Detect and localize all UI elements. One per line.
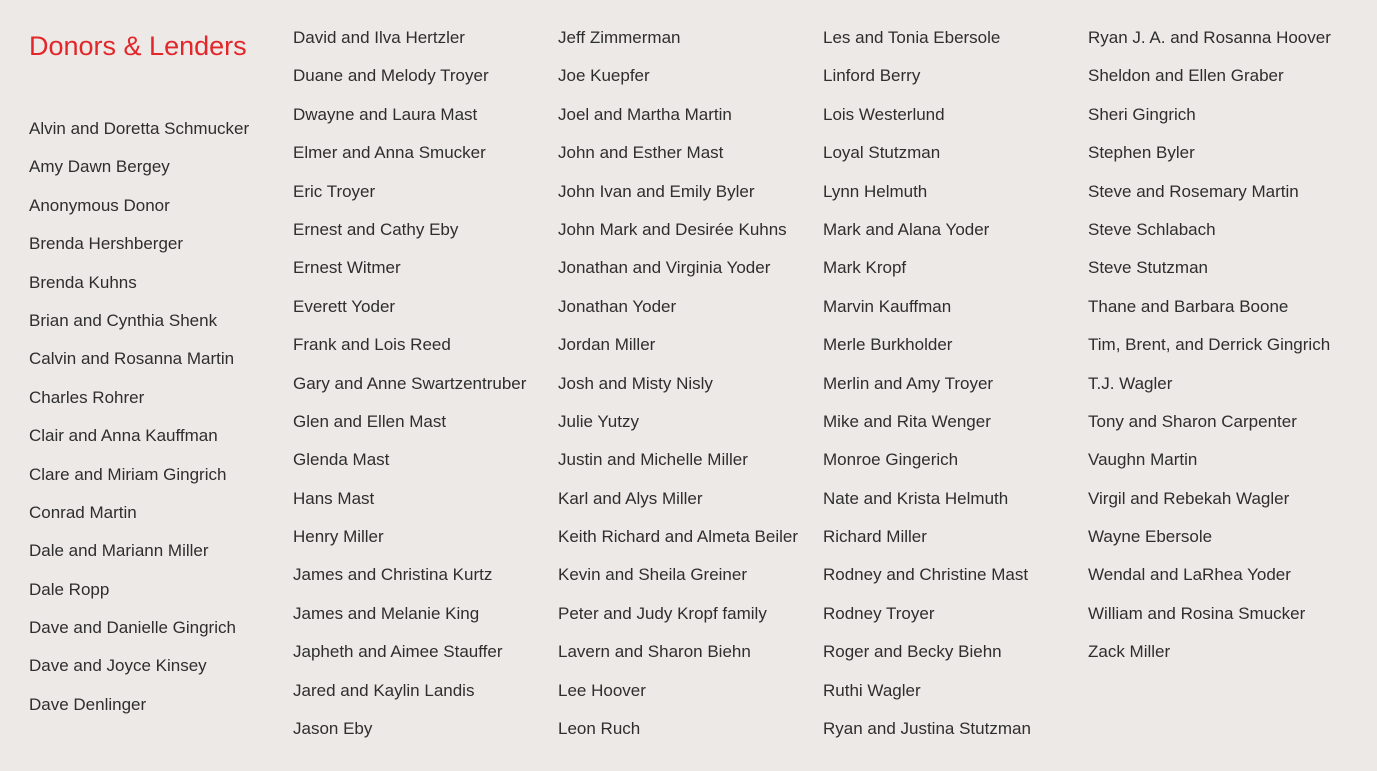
donor-name: Glenda Mast [293, 450, 390, 470]
donor-name: Tony and Sharon Carpenter [1088, 411, 1297, 431]
donor-name: Ryan and Justina Stutzman [823, 719, 1031, 739]
donor-name: Karl and Alys Miller [558, 488, 703, 508]
donor-name: Charles Rohrer [29, 387, 145, 407]
donor-name: David and Ilva Hertzler [293, 28, 465, 47]
donor-name: Clare and Miriam Gingrich [29, 464, 227, 484]
donor-name: Marvin Kauffman [823, 296, 952, 316]
donor-name: Peter and Judy Kropf family [558, 603, 767, 623]
donor-column-5 [1088, 27, 1331, 680]
donor-name: Rodney and Christine Mast [823, 565, 1029, 585]
donor-name: Lynn Helmuth [823, 181, 928, 201]
donor-name: Mike and Rita Wenger [823, 411, 991, 431]
donor-name: Virgil and Rebekah Wagler [1088, 488, 1290, 508]
donor-name: Dale Ropp [29, 579, 110, 599]
donor-name: Richard Miller [823, 527, 927, 547]
donor-name: Sheldon and Ellen Graber [1088, 66, 1284, 86]
donor-name: Sheri Gingrich [1088, 104, 1196, 124]
donor-name: Les and Tonia Ebersole [823, 28, 1001, 47]
donor-column-1 [29, 118, 249, 732]
donor-name: Dave and Danielle Gingrich [29, 618, 236, 638]
donor-name: Dale and Mariann Miller [29, 541, 209, 561]
donor-name: Thane and Barbara Boone [1088, 296, 1289, 316]
donor-name: Ernest Witmer [293, 258, 401, 278]
donor-name: Stephen Byler [1088, 143, 1195, 163]
donor-name: Gary and Anne Swartzentruber [293, 373, 527, 393]
donor-name: Keith Richard and Almeta Beiler [558, 527, 799, 547]
donor-name: Lois Westerlund [823, 104, 945, 124]
donor-name: Brenda Hershberger [29, 234, 184, 254]
donor-name: Alvin and Doretta Schmucker [29, 119, 250, 138]
donor-name: Lavern and Sharon Biehn [558, 642, 751, 662]
donor-name: Duane and Melody Troyer [293, 66, 489, 86]
donor-name: Loyal Stutzman [823, 143, 941, 163]
donor-name: Ryan J. A. and Rosanna Hoover [1088, 28, 1331, 47]
donor-name: Steve Stutzman [1088, 258, 1209, 278]
donor-name: Justin and Michelle Miller [558, 450, 748, 470]
donor-name: Clair and Anna Kauffman [29, 426, 218, 446]
donor-name: James and Melanie King [293, 603, 480, 623]
donor-name: Kevin and Sheila Greiner [558, 565, 748, 585]
donor-name: Jonathan and Virginia Yoder [558, 258, 771, 278]
page-title: Donors & Lenders [29, 31, 247, 61]
donor-column-4 [823, 27, 1031, 756]
donor-name: Vaughn Martin [1088, 450, 1198, 470]
donor-name: William and Rosina Smucker [1088, 603, 1306, 623]
donor-name: Conrad Martin [29, 502, 137, 522]
donor-name: Steve and Rosemary Martin [1088, 181, 1299, 201]
donor-name: Amy Dawn Bergey [29, 157, 170, 177]
donor-name: Japheth and Aimee Stauffer [293, 642, 503, 662]
donor-name: Brenda Kuhns [29, 272, 137, 292]
donor-name: Joe Kuepfer [558, 66, 650, 86]
donor-name: Mark and Alana Yoder [823, 219, 990, 239]
donor-name: James and Christina Kurtz [293, 565, 493, 585]
donor-name: Dave and Joyce Kinsey [29, 656, 207, 676]
donor-name: John and Esther Mast [558, 143, 724, 163]
donor-name: Jordan Miller [558, 335, 656, 355]
donor-name: Zack Miller [1088, 642, 1171, 662]
donor-name: Rodney Troyer [823, 603, 935, 623]
donor-name: Calvin and Rosanna Martin [29, 349, 235, 369]
donor-name: Henry Miller [293, 527, 384, 547]
donor-name: Glen and Ellen Mast [293, 411, 447, 431]
donor-name: Eric Troyer [293, 181, 376, 201]
donor-name: John Mark and Desirée Kuhns [558, 219, 787, 239]
donor-name: Julie Yutzy [558, 411, 639, 431]
donor-name: Wayne Ebersole [1088, 527, 1213, 547]
donor-name: Dave Denlinger [29, 694, 147, 714]
donor-name: Merlin and Amy Troyer [823, 373, 994, 393]
donor-column-3 [558, 27, 798, 756]
donor-name: Frank and Lois Reed [293, 335, 451, 355]
donor-name: Wendal and LaRhea Yoder [1088, 565, 1291, 585]
donor-name: Dwayne and Laura Mast [293, 104, 478, 124]
donor-name: Lee Hoover [558, 680, 646, 700]
donor-name: Anonymous Donor [29, 195, 170, 215]
donor-name: Nate and Krista Helmuth [823, 488, 1009, 508]
donor-name: Merle Burkholder [823, 335, 953, 355]
donor-name: Joel and Martha Martin [558, 104, 732, 124]
donor-name: Steve Schlabach [1088, 219, 1216, 239]
donor-name: Ruthi Wagler [823, 680, 921, 700]
donor-name: Everett Yoder [293, 296, 396, 316]
donor-name: Josh and Misty Nisly [558, 373, 713, 393]
donor-name: John Ivan and Emily Byler [558, 181, 755, 201]
donor-name: Jeff Zimmerman [558, 28, 681, 47]
donor-name: Linford Berry [823, 66, 921, 86]
donor-name: Ernest and Cathy Eby [293, 219, 459, 239]
donor-name: Hans Mast [293, 488, 375, 508]
donor-name: Monroe Gingerich [823, 450, 959, 470]
donor-name: Leon Ruch [558, 719, 641, 739]
donor-column-2 [293, 27, 526, 756]
donor-name: Brian and Cynthia Shenk [29, 310, 218, 330]
donor-name: Elmer and Anna Smucker [293, 143, 486, 163]
donor-name: Jared and Kaylin Landis [293, 680, 475, 700]
donor-name: Mark Kropf [823, 258, 907, 278]
donor-name: Tim, Brent, and Derrick Gingrich [1088, 335, 1331, 355]
donor-name: Roger and Becky Biehn [823, 642, 1002, 662]
donor-name: Jason Eby [293, 719, 373, 739]
donor-name: Jonathan Yoder [558, 296, 677, 316]
donor-name: T.J. Wagler [1088, 373, 1173, 393]
